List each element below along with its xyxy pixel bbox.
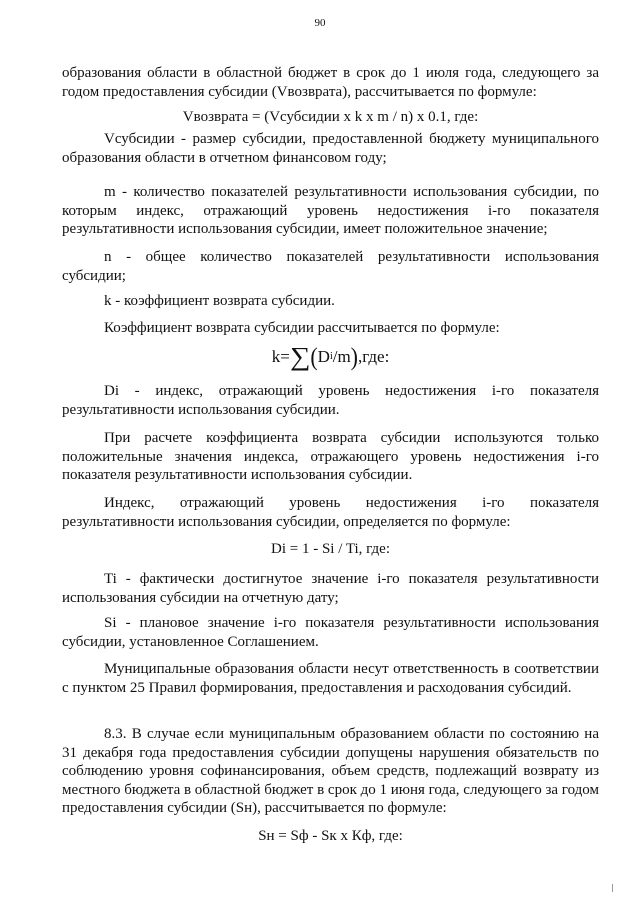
paragraph-m-definition: m - количество показателей результативности использования субсидии, по которым индекс, отражающий уровень недостижения i-го показателя результативности использования субсидии, имеет положительное значение; [62, 184, 599, 237]
formula-di: Di = 1 - Si / Ti, где: [270, 541, 391, 557]
formula-k-divisor: /m [332, 346, 351, 366]
formula-sn: Sн = Sф - Sк x Кф, где: [258, 828, 403, 844]
paragraph-intro: образования области в областной бюджет в срок до 1 июля года, следующего за годом предоставления субсидии (Vвозврата), рассчитывается по формуле: [62, 65, 599, 100]
paragraph-si-definition: Si - плановое значение i-го показателя результативности использования субсидии, установленное Соглашением. [62, 615, 599, 650]
formula-k-d: D [317, 346, 330, 366]
paragraph-section-8-3: 8.3. В случае если муниципальным образованием области по состоянию на 31 декабря года предоставления субсидии допущены нарушения обязательств по соблюдению уровня софинансирования, объем средств, подлежащий возврату из местного бюджета в областной бюджет в срок до 1 июня года, следующего за годом предоставления субсидии (Sн), рассчитывается по формуле: [62, 726, 599, 816]
paragraph-responsibility: Муниципальные образования области несут ответственность в соответствии с пунктом 25 Правил формирования, предоставления и расходования субсидий. [62, 661, 599, 696]
formula-k-open-paren: ( [310, 342, 318, 371]
scan-mark [612, 884, 613, 892]
formula-k-tail: ,где: [358, 346, 390, 366]
formula-k-coefficient [62, 342, 599, 371]
formula-k-lhs: k= [271, 346, 290, 366]
formula-k-close-paren: ) [350, 342, 358, 371]
paragraph-positive-values: При расчете коэффициента возврата субсидии используются только положительные значения индекса, отражающего уровень недостижения i-го показателя результативности использования субсидии. [62, 430, 599, 483]
formula-k-subscript: i [329, 350, 333, 362]
sigma-symbol: ∑ [289, 342, 311, 371]
paragraph-ti-definition: Ti - фактически достигнутое значение i-го показателя результативности использования субсидии на отчетную дату; [62, 571, 599, 606]
formula-return-volume: Vвозврата = (Vсубсидии x k x m / n) x 0.1, где: [182, 109, 479, 125]
paragraph-n-definition: n - общее количество показателей результативности использования субсидии; [62, 249, 599, 284]
paragraph-di-formula-intro: Индекс, отражающий уровень недостижения i-го показателя результативности использования субсидии, определяется по формуле: [62, 495, 599, 530]
paragraph-k-formula-intro: Коэффициент возврата субсидии рассчитывается по формуле: [104, 320, 500, 336]
paragraph-di-definition: Di - индекс, отражающий уровень недостижения i-го показателя результативности использования субсидии. [62, 383, 599, 418]
page-number: 90 [314, 17, 326, 29]
paragraph-k-definition: k - коэффициент возврата субсидии. [104, 293, 335, 309]
paragraph-vsubsidy-definition: Vсубсидии - размер субсидии, предоставленной бюджету муниципального образования области в отчетном финансовом году; [62, 131, 599, 166]
